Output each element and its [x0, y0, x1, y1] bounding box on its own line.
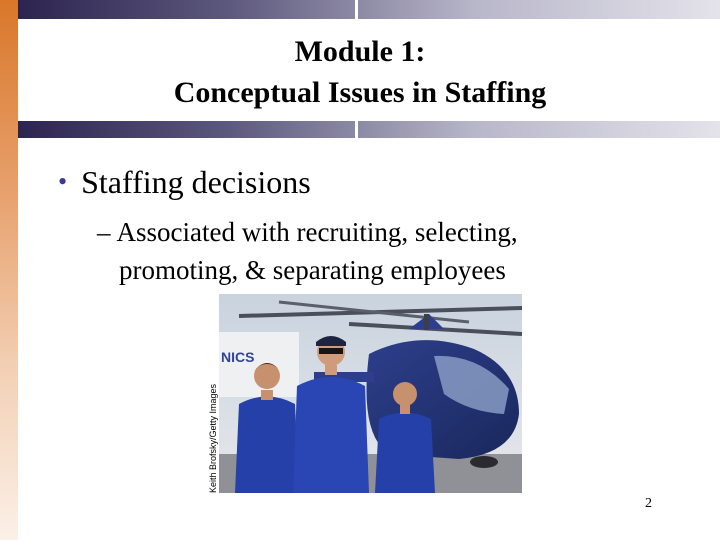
photo-illustration — [219, 294, 522, 493]
sub-bullet — [97, 213, 518, 289]
photo-credit: Keith Brofsky/Getty Images — [208, 383, 218, 493]
slide-title-line1: Module 1: — [294, 35, 426, 68]
sub-bullet-line1: Associated with recruiting, selecting, — [116, 217, 518, 247]
title-underline-band — [18, 121, 720, 138]
sub-bullet-dash: – — [97, 217, 111, 247]
bullet-item — [58, 164, 311, 201]
left-accent-stripe — [0, 0, 18, 540]
hangar-sign-text: NICS — [221, 349, 255, 365]
page-number: 2 — [645, 496, 652, 511]
sub-bullet-line2: promoting, & separating employees — [119, 255, 506, 285]
top-decorative-band — [18, 0, 720, 19]
bullet-dot-icon: • — [58, 167, 68, 196]
slide-title — [18, 31, 702, 113]
mid-band-divider — [355, 121, 358, 138]
bullet-text: Staffing decisions — [81, 164, 311, 200]
top-band-divider — [355, 0, 358, 19]
slide-title-line2: Conceptual Issues in Staffing — [173, 76, 547, 109]
helicopter-crew-photo — [219, 294, 522, 493]
